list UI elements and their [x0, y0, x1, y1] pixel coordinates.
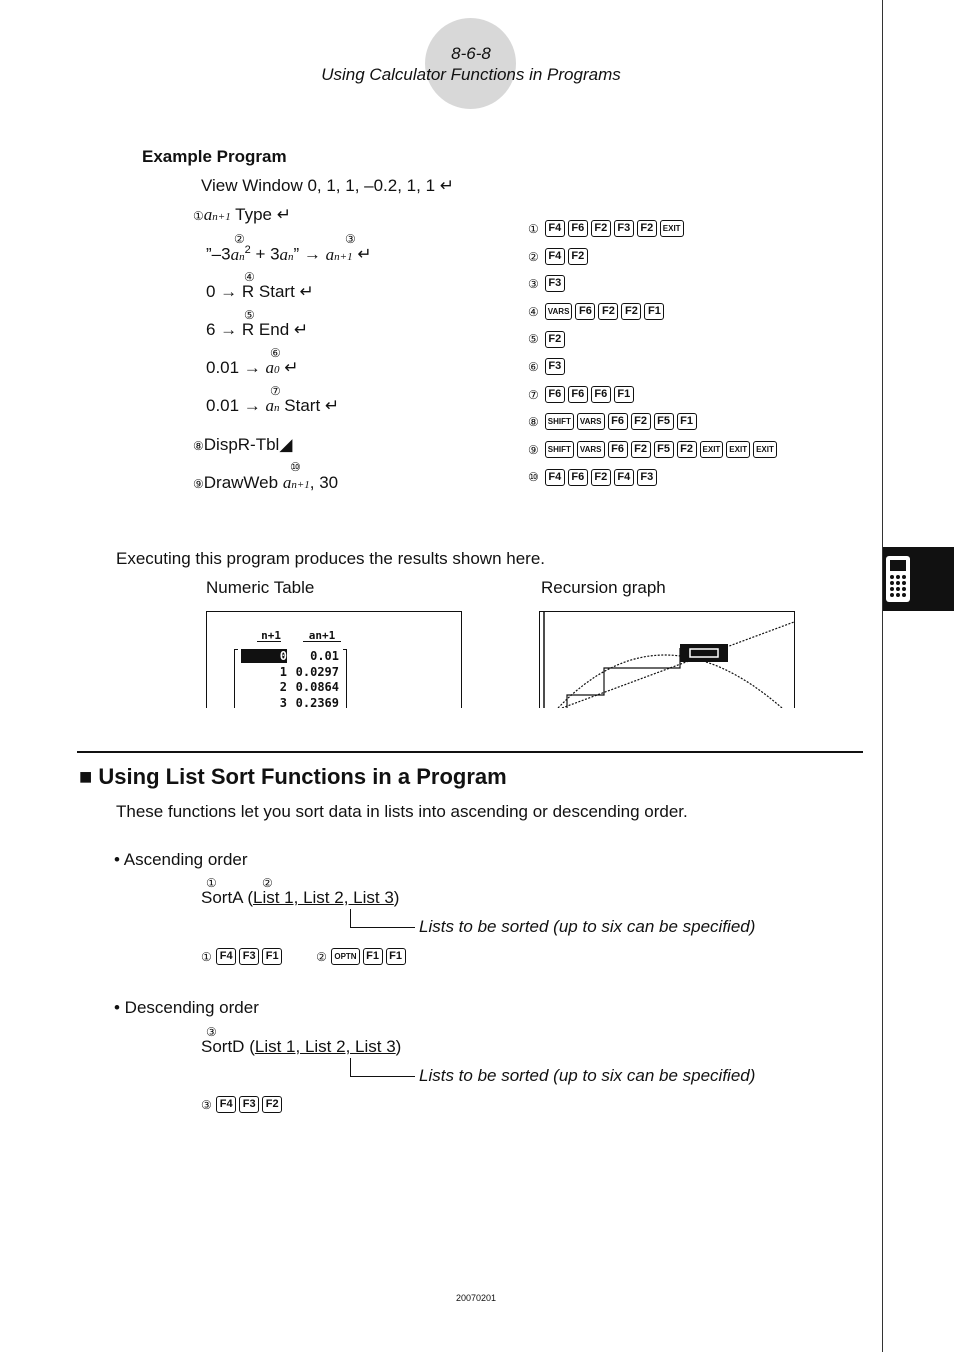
callout-number: ②	[234, 232, 245, 246]
recursion-graph-label: Recursion graph	[541, 578, 666, 597]
table-row	[241, 649, 341, 663]
callout-number: ⑩	[528, 470, 539, 485]
ascending-label: • Ascending order	[114, 850, 248, 869]
end-text: 6 → R End	[206, 320, 290, 339]
key-f2: F2	[591, 469, 611, 486]
key-f5: F5	[654, 441, 674, 458]
chapter-tab	[883, 547, 954, 611]
descending-keys-list	[216, 1096, 285, 1113]
key-f6: F6	[608, 441, 628, 458]
expr-close: ” →	[293, 244, 321, 264]
key-f6: F6	[575, 303, 595, 320]
key-sequence-row	[528, 440, 780, 460]
callout-number: ⑧	[193, 439, 204, 453]
key-f2: F2	[637, 220, 657, 237]
key-f6: F6	[568, 220, 588, 237]
key-f3: F3	[545, 275, 565, 292]
enter-symbol: ↵	[324, 396, 340, 415]
table-cell-a: 0.0297	[295, 664, 339, 679]
table-header-n: n+1	[257, 630, 281, 642]
key-f2: F2	[621, 303, 641, 320]
key-f6: F6	[568, 469, 588, 486]
key-vars: VARS	[577, 413, 605, 430]
program-line-type	[193, 205, 291, 225]
callout-number: ①	[193, 209, 204, 223]
expr-open: ”–3	[206, 244, 231, 264]
program-line-expression	[206, 244, 372, 265]
table-cell-a: 0.0864	[295, 680, 339, 694]
a-n-plus-1: an+1	[203, 205, 231, 224]
page-number: 8-6-8	[451, 44, 491, 63]
callout-number: ④	[244, 270, 255, 284]
key-f2: F2	[631, 413, 651, 430]
enter-symbol: ↵	[276, 205, 291, 224]
cobweb-path	[567, 648, 680, 708]
an-start-text: Start	[284, 396, 321, 415]
callout-number: ⑨	[193, 477, 204, 491]
program-line-dispr	[193, 435, 292, 455]
example-heading: Example Program	[142, 147, 287, 166]
section-intro: These functions let you sort data in lists into ascending or descending order.	[116, 802, 688, 821]
table-bracket	[234, 649, 238, 708]
program-line-start	[206, 282, 314, 302]
key-f3: F3	[239, 1096, 259, 1113]
page-edge-rule	[882, 0, 883, 1352]
key-f4: F4	[216, 948, 236, 965]
callout-number: ⑤	[244, 308, 255, 322]
callout-number: ②	[528, 249, 539, 264]
enter-symbol: ↵	[284, 358, 299, 377]
key-exit: EXIT	[700, 441, 724, 458]
numeric-table-screen	[206, 611, 462, 708]
program-line-view-window	[201, 176, 454, 196]
key-vars: VARS	[577, 441, 605, 458]
note-connector	[350, 909, 415, 928]
key-sequence-row	[528, 412, 700, 432]
a-n: an	[265, 396, 280, 415]
exponent-2: 2	[244, 244, 251, 256]
table-row	[241, 696, 341, 709]
key-f6: F6	[568, 386, 588, 403]
callout-number: ①	[201, 950, 212, 964]
key-f6: F6	[591, 386, 611, 403]
callout-number: ②	[262, 876, 273, 890]
callout-number: ⑥	[270, 346, 281, 360]
key-f4: F4	[216, 1096, 236, 1113]
callout-number: ①	[528, 222, 539, 236]
section-title-text: Using List Sort Functions in a Program	[98, 764, 507, 789]
key-sequence-row	[528, 329, 568, 349]
drawweb-args: , 30	[309, 473, 339, 492]
key-exit: EXIT	[753, 441, 777, 458]
a-n: an	[230, 244, 245, 264]
key-f2: F2	[545, 331, 565, 348]
ascending-keys	[201, 947, 409, 967]
a-n: an	[279, 244, 294, 264]
key-f3: F3	[614, 220, 634, 237]
key-f2: F2	[262, 1096, 282, 1113]
table-bracket	[343, 649, 347, 708]
table-row	[241, 680, 341, 694]
callout-number: ③	[206, 1025, 217, 1039]
drawweb-text: DrawWeb	[203, 473, 279, 492]
calculator-icon	[883, 547, 954, 611]
descending-keys	[201, 1095, 285, 1115]
key-shift: SHIFT	[545, 441, 574, 458]
table-cell-n: 3	[279, 695, 287, 708]
enter-symbol: ↵	[357, 244, 372, 264]
key-f1: F1	[262, 948, 282, 965]
lists-note: Lists to be sorted (up to six can be specified)	[419, 1066, 756, 1085]
descending-label: • Descending order	[114, 998, 259, 1017]
table-cell-n: 0	[241, 649, 287, 663]
sortd-line: SortD (List 1, List 2, List 3)	[201, 1037, 402, 1056]
type-label: Type	[235, 205, 272, 224]
lists-note: Lists to be sorted (up to six can be specified)	[419, 917, 756, 936]
key-f1: F1	[363, 948, 383, 965]
dispr-text: DispR-Tbl	[203, 435, 280, 454]
key-sequence-row	[528, 219, 687, 239]
numeric-table-label: Numeric Table	[206, 578, 315, 597]
table-row	[241, 665, 341, 679]
section-title	[79, 764, 507, 790]
ascending-keys-2	[331, 948, 408, 965]
callout-number: ④	[528, 304, 539, 319]
results-intro: Executing this program produces the results shown here.	[116, 549, 546, 568]
start-text: 0 → R Start	[206, 282, 295, 301]
table-cell-a: 0.01	[310, 649, 339, 663]
key-f4: F4	[545, 248, 565, 265]
footer-code: 20070201	[456, 1293, 497, 1303]
cursor-block	[680, 644, 728, 662]
key-f2: F2	[568, 248, 588, 265]
key-exit: EXIT	[726, 441, 750, 458]
black-square-icon: ■	[79, 764, 93, 789]
callout-number: ⑩	[290, 460, 301, 474]
callout-number: ③	[345, 232, 356, 246]
key-f4: F4	[614, 469, 634, 486]
key-f4: F4	[545, 220, 565, 237]
sortd-args: List 1, List 2, List 3	[254, 1037, 396, 1056]
a0-text: 0.01 →	[206, 358, 261, 377]
key-f1: F1	[386, 948, 406, 965]
callout-number: ②	[316, 950, 327, 964]
key-f3: F3	[545, 358, 565, 375]
program-line-a0	[206, 358, 299, 378]
key-f6: F6	[608, 413, 628, 430]
key-f5: F5	[654, 413, 674, 430]
key-f3: F3	[239, 948, 259, 965]
a-n-plus-1: an+1	[282, 473, 310, 492]
callout-number: ⑥	[528, 360, 539, 374]
section-divider	[77, 751, 863, 753]
key-sequence-row	[528, 247, 591, 267]
key-f1: F1	[677, 413, 697, 430]
key-sequence-row	[528, 385, 637, 405]
table-cell-n: 2	[279, 680, 287, 694]
callout-number: ⑤	[528, 332, 539, 347]
table-cell-n: 1	[279, 664, 287, 679]
key-vars: VARS	[545, 303, 573, 320]
callout-number: ⑦	[528, 387, 539, 402]
callout-number: ③	[528, 277, 539, 292]
key-f2: F2	[598, 303, 618, 320]
key-sequence-row	[528, 357, 568, 377]
sorta-args: List 1, List 2, List 3	[252, 888, 394, 907]
recursion-graph	[540, 612, 794, 708]
program-text: View Window 0, 1, 1, –0.2, 1, 1	[201, 176, 436, 195]
callout-number: ⑨	[528, 442, 539, 457]
parabola-curve	[558, 655, 782, 708]
table-header-a: an+1	[303, 630, 341, 642]
an-text: 0.01 →	[206, 396, 261, 415]
a-0: a0	[265, 358, 280, 377]
callout-number: ⑦	[270, 384, 281, 398]
key-f2: F2	[631, 441, 651, 458]
table-cell-a: 0.2369	[295, 695, 339, 708]
key-f1: F1	[644, 303, 664, 320]
key-optn: OPTN	[331, 948, 359, 965]
note-connector	[350, 1058, 415, 1077]
key-sequence-row	[528, 274, 568, 294]
sorta-name: SortA	[201, 888, 243, 907]
callout-number: ①	[206, 876, 217, 890]
key-f2: F2	[677, 441, 697, 458]
key-f3: F3	[637, 469, 657, 486]
key-sequence-row	[528, 467, 660, 487]
enter-symbol: ↵	[293, 320, 309, 339]
key-f4: F4	[545, 469, 565, 486]
sortd-name: SortD	[201, 1037, 245, 1056]
key-shift: SHIFT	[545, 413, 574, 430]
page-title: Using Calculator Functions in Programs	[321, 65, 621, 84]
key-f2: F2	[591, 220, 611, 237]
key-f6: F6	[545, 386, 565, 403]
key-exit: EXIT	[660, 220, 684, 237]
callout-number: ⑧	[528, 415, 539, 430]
key-sequence-row	[528, 302, 667, 322]
enter-symbol: ↵	[439, 176, 455, 195]
sorta-line: SortA (List 1, List 2, List 3)	[201, 888, 400, 907]
expr-plus: + 3	[255, 244, 280, 264]
program-line-end	[206, 320, 308, 340]
callout-number: ③	[201, 1098, 212, 1112]
key-f1: F1	[614, 386, 634, 403]
a-n-plus-1: an+1	[325, 244, 353, 264]
program-line-an-start	[206, 396, 339, 416]
ascending-keys-1	[216, 948, 285, 965]
enter-symbol: ↵	[299, 282, 314, 301]
program-line-drawweb	[193, 473, 338, 493]
display-triangle-icon: ◢	[279, 435, 293, 454]
recursion-graph-screen	[539, 611, 795, 708]
